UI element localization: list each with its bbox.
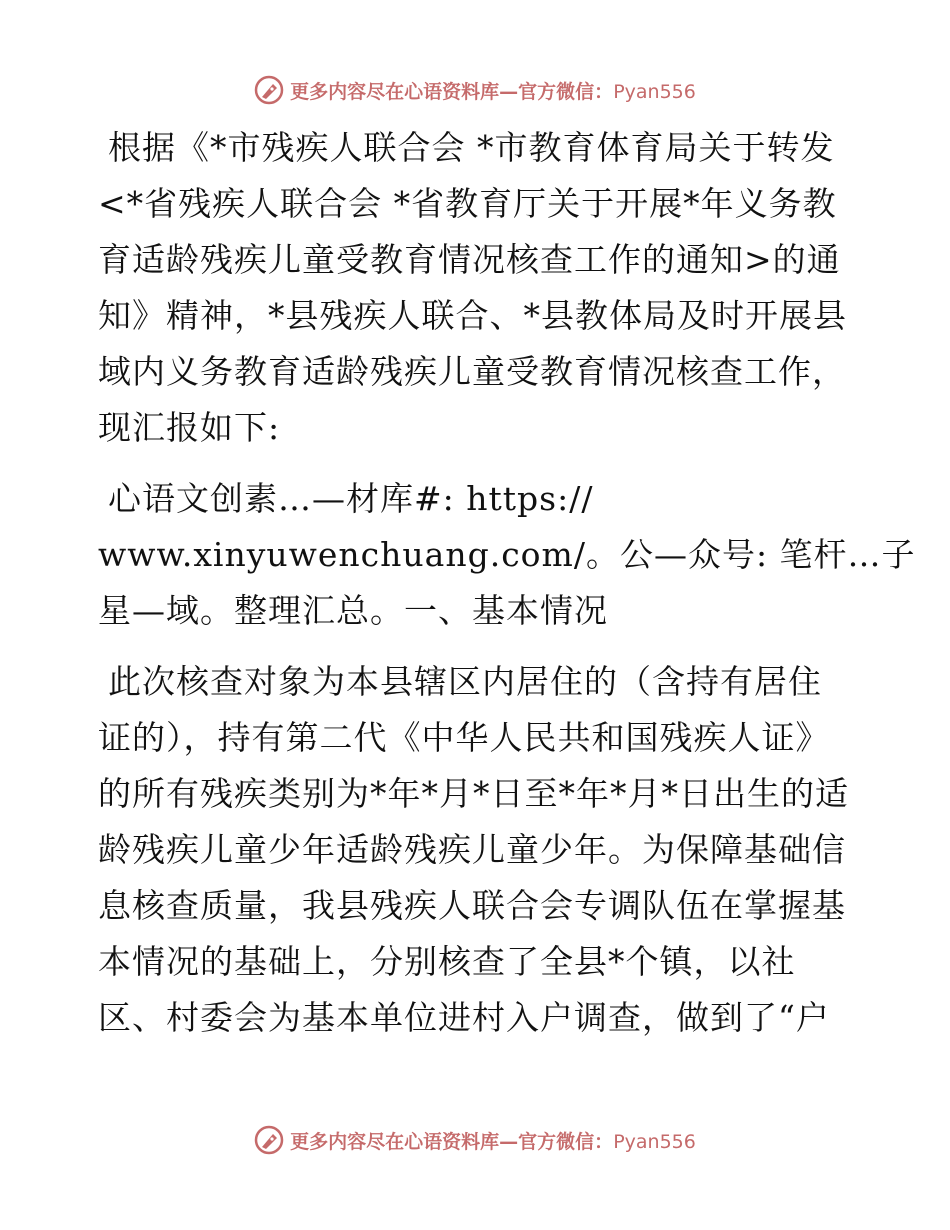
text-line: 现汇报如下:	[98, 408, 281, 447]
text-line: 证的），持有第二代《中华人民共和国残疾人证》	[98, 718, 830, 757]
pen-nib-logo-icon	[254, 1125, 284, 1155]
text-line: 的所有残疾类别为*年*月*日至*年*月*日出生的适	[98, 774, 849, 813]
text-line: 育适龄残疾儿童受教育情况核查工作的通知>的通	[98, 240, 841, 279]
document-body	[98, 120, 916, 1061]
text-line: 根据《*市残疾人联合会 *市教育体育局关于转发	[108, 128, 835, 167]
footer-banner	[0, 1120, 950, 1160]
header-banner	[0, 70, 950, 110]
footer-banner-text: 更多内容尽在心语资料库—官方微信：Pyan556	[290, 1130, 696, 1153]
pen-nib-logo-icon	[254, 75, 284, 105]
text-line: 本情况的基础上，分别核查了全县*个镇，以社	[98, 942, 796, 981]
text-line: 心语文创素…—材库#: https://	[108, 479, 594, 518]
text-line: 星—域。整理汇总。一、基本情况	[98, 591, 608, 630]
paragraph-source-note	[98, 471, 916, 639]
header-banner-text: 更多内容尽在心语资料库—官方微信：Pyan556	[290, 80, 696, 103]
text-line: 龄残疾儿童少年适龄残疾儿童少年。为保障基础信	[98, 830, 846, 869]
text-line: 知》精神，*县残疾人联合、*县教体局及时开展县	[98, 296, 847, 335]
text-line: 域内义务教育适龄残疾儿童受教育情况核查工作，	[98, 352, 846, 391]
paragraph-basic-situation	[98, 654, 858, 1046]
text-line: 区、村委会为基本单位进村入户调查，做到了“户	[98, 998, 830, 1037]
text-line: <*省残疾人联合会 *省教育厅关于开展*年义务教	[98, 184, 837, 223]
text-line: www.xinyuwenchuang.com/。公—众号: 笔杆…子	[98, 535, 916, 574]
text-line: 此次核查对象为本县辖区内居住的（含持有居住	[108, 662, 822, 701]
text-line: 息核查质量，我县残疾人联合会专调队伍在掌握基	[98, 886, 846, 925]
paragraph-intro	[98, 120, 858, 456]
